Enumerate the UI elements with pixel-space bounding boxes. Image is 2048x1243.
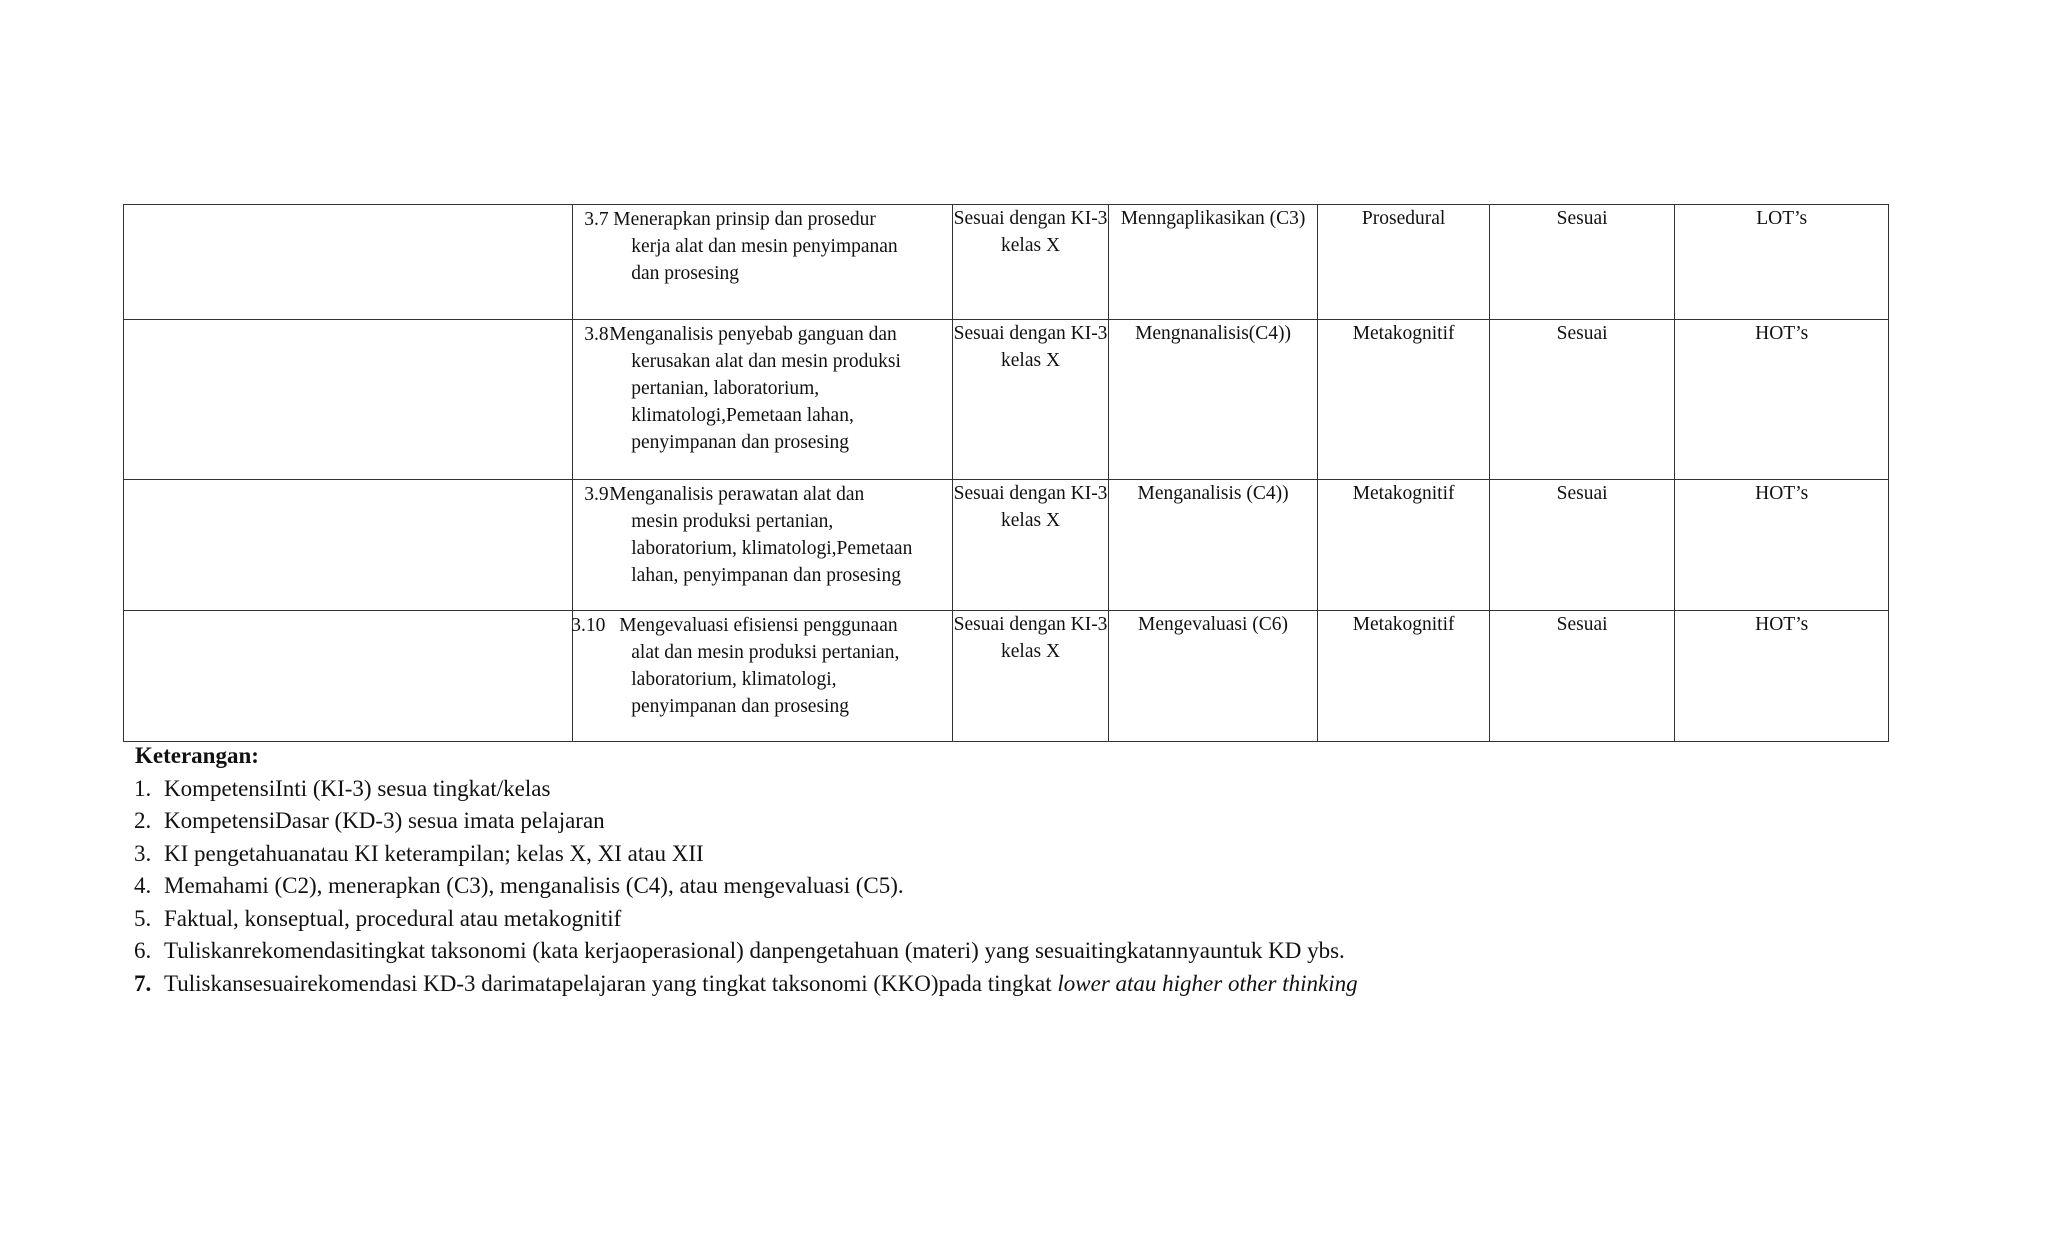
notes-section: [134, 740, 1934, 1000]
kd-line: Mengevaluasi efisiensi penggunaan: [619, 615, 898, 636]
note-text: [164, 968, 1358, 1001]
kd-line: Menerapkan prinsip dan prosedur: [613, 209, 876, 230]
note-text: KompetensiInti (KI-3) sesua tingkat/kelas: [164, 775, 551, 801]
taxonomy-cell: Mengevaluasi (C6): [1108, 611, 1318, 742]
competency-table: [123, 204, 1889, 742]
note-item: [134, 935, 1934, 968]
kd-line: kerja alat dan mesin penyimpanan: [631, 236, 898, 257]
note-number: 2.: [134, 808, 152, 833]
taxonomy-cell: Menganalisis (C4)): [1108, 480, 1318, 611]
note-item: [134, 838, 1934, 871]
table-row: [124, 205, 1889, 320]
conformity-cell: Sesuai: [1489, 611, 1675, 742]
dimension-cell: Metakognitif: [1318, 320, 1489, 480]
thinking-level-cell: HOT’s: [1675, 480, 1889, 611]
kd-cell: [573, 480, 953, 611]
kd-line: kerusakan alat dan mesin produksi: [631, 351, 901, 372]
ki-conformity-cell: Sesuai dengan KI-3 kelas X: [953, 320, 1108, 480]
ki-cell: [124, 320, 573, 480]
ki-conformity-cell: Sesuai dengan KI-3 kelas X: [953, 611, 1108, 742]
note-item: [134, 968, 1934, 1001]
ki-conformity-cell: Sesuai dengan KI-3 kelas X: [953, 480, 1108, 611]
kd-line: penyimpanan dan prosesing: [631, 696, 849, 717]
table-row: [124, 480, 1889, 611]
note-number: 7.: [134, 970, 152, 996]
ki-cell: [124, 611, 573, 742]
kd-text: [573, 205, 952, 287]
thinking-level-cell: LOT’s: [1675, 205, 1889, 320]
kd-text: [573, 611, 952, 720]
kd-line: mesin produksi pertanian,: [631, 511, 834, 532]
kd-line: klimatologi,Pemetaan lahan,: [631, 405, 854, 426]
kd-number: 3.7: [584, 209, 609, 230]
note-number: 6.: [134, 938, 152, 963]
note-text: Memahami (C2), menerapkan (C3), menganalisis (C4), atau mengevaluasi (C5).: [164, 873, 904, 898]
dimension-cell: Prosedural: [1318, 205, 1489, 320]
note-item: [134, 903, 1934, 936]
thinking-level-cell: HOT’s: [1675, 320, 1889, 480]
kd-line: lahan, penyimpanan dan prosesing: [631, 565, 901, 586]
taxonomy-cell: Menngaplikasikan (C3): [1108, 205, 1318, 320]
note-number: 5.: [134, 905, 152, 931]
kd-cell: [573, 611, 953, 742]
kd-number: 3.10: [571, 615, 606, 636]
note-text: KI pengetahuanatau KI keterampilan; kelas X, XI atau XII: [164, 840, 704, 866]
note-item: [134, 805, 1934, 838]
note-text-italic: lower atau higher other thinking: [1057, 970, 1358, 996]
conformity-cell: Sesuai: [1489, 480, 1675, 611]
ki-cell: [124, 205, 573, 320]
note-text: KompetensiDasar (KD-3) sesua imata pelajaran: [164, 808, 605, 833]
kd-line: Menganalisis penyebab ganguan dan: [609, 324, 897, 345]
table-row: [124, 320, 1889, 480]
kd-number: 3.9: [584, 484, 609, 505]
kd-line: alat dan mesin produksi pertanian,: [631, 642, 900, 663]
note-number: 3.: [134, 840, 152, 866]
note-item: [134, 870, 1934, 903]
kd-text: [573, 480, 952, 589]
conformity-cell: Sesuai: [1489, 320, 1675, 480]
kd-line: pertanian, laboratorium,: [631, 378, 820, 399]
note-item: [134, 773, 1934, 806]
conformity-cell: Sesuai: [1489, 205, 1675, 320]
kd-cell: [573, 320, 953, 480]
kd-line: dan prosesing: [631, 263, 740, 284]
thinking-level-cell: HOT’s: [1675, 611, 1889, 742]
kd-line: Menganalisis perawatan alat dan: [609, 484, 865, 505]
note-text-plain: Tuliskansesuairekomendasi KD-3 darimatapelajaran yang tingkat taksonomi (KKO)pada tingkat: [164, 970, 1058, 996]
kd-cell: [573, 205, 953, 320]
kd-line: penyimpanan dan prosesing: [631, 432, 849, 453]
dimension-cell: Metakognitif: [1318, 480, 1489, 611]
kd-number: 3.8: [584, 324, 609, 345]
note-text: Faktual, konseptual, procedural atau metakognitif: [164, 905, 622, 931]
ki-conformity-cell: Sesuai dengan KI-3 kelas X: [953, 205, 1108, 320]
note-text: Tuliskanrekomendasitingkat taksonomi (kata kerjaoperasional) danpengetahuan (materi) yang sesuaitingkatannyauntuk KD ybs.: [164, 938, 1345, 963]
ki-cell: [124, 480, 573, 611]
table-row: [124, 611, 1889, 742]
taxonomy-cell: Mengnanalisis(C4)): [1108, 320, 1318, 480]
note-number: 4.: [134, 873, 152, 898]
dimension-cell: Metakognitif: [1318, 611, 1489, 742]
notes-heading: Keterangan:: [135, 743, 259, 768]
kd-line: laboratorium, klimatologi,: [631, 669, 837, 690]
note-number: 1.: [134, 775, 152, 801]
kd-line: laboratorium, klimatologi,Pemetaan: [631, 538, 913, 559]
kd-text: [573, 320, 952, 456]
